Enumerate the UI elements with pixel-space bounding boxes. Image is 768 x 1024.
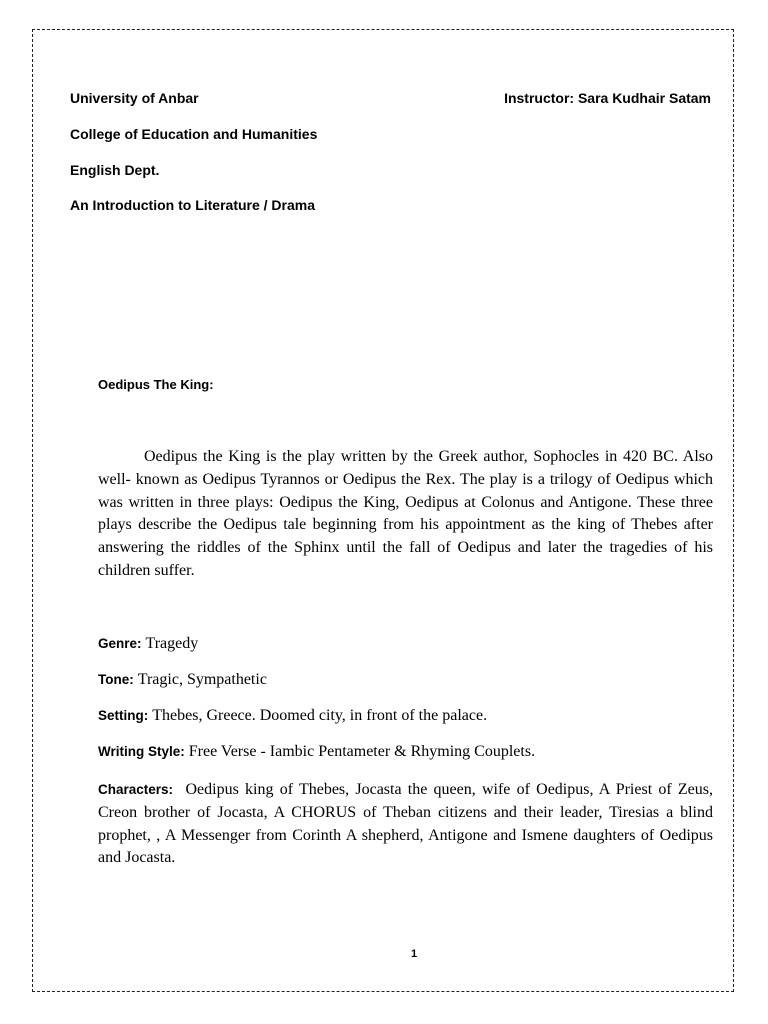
characters-value: Oedipus king of Thebes, Jocasta the queen, wife of Oedipus, A Priest of Zeus, Creon brother of Jocasta, A CHORUS of Theban citizens and their leader, Tiresias a blind prophet, , A Messenger from Corinth A shepherd, Antigone and Ismene daughters of Oedipus and Jocasta. bbox=[98, 781, 714, 867]
genre-value: Tragedy bbox=[145, 635, 199, 652]
setting-label: Setting: bbox=[98, 708, 149, 723]
characters-field bbox=[98, 779, 713, 870]
tone-label: Tone: bbox=[98, 672, 134, 687]
page-number: 1 bbox=[410, 948, 418, 960]
writing-style-label: Writing Style: bbox=[98, 744, 185, 759]
genre-label: Genre: bbox=[98, 636, 142, 651]
university-name: University of Anbar bbox=[70, 90, 199, 106]
course-title: An Introduction to Literature / Drama bbox=[70, 197, 316, 213]
characters-label: Characters: bbox=[98, 782, 174, 797]
writing-style-value: Free Verse - Iambic Pentameter & Rhyming Couplets. bbox=[188, 743, 536, 760]
tone-field bbox=[98, 671, 267, 689]
setting-field bbox=[98, 707, 487, 725]
writing-style-field bbox=[98, 743, 535, 761]
intro-paragraph: Oedipus the King is the play written by the Greek author, Sophocles in 420 BC. Also well- known as Oedipus Tyrannos or Oedipus the Rex. The play is a trilogy of Oedipus which was written in three plays: Oedipus the King, Oedipus at Colonus and Antigone. These three plays describe the Oedipus tale beginning from his appointment as the king of Thebes after answering the riddles of the Sphinx until the fall of Oedipus and later the tragedies of his children suffer. bbox=[98, 448, 713, 579]
instructor-name: Instructor: Sara Kudhair Satam bbox=[504, 90, 711, 106]
section-title: Oedipus The King: bbox=[98, 377, 214, 392]
college-name: College of Education and Humanities bbox=[70, 126, 318, 142]
genre-field bbox=[98, 635, 198, 653]
setting-value: Thebes, Greece. Doomed city, in front of the palace. bbox=[152, 707, 488, 724]
department-name: English Dept. bbox=[70, 162, 160, 178]
tone-value: Tragic, Sympathetic bbox=[137, 671, 267, 688]
